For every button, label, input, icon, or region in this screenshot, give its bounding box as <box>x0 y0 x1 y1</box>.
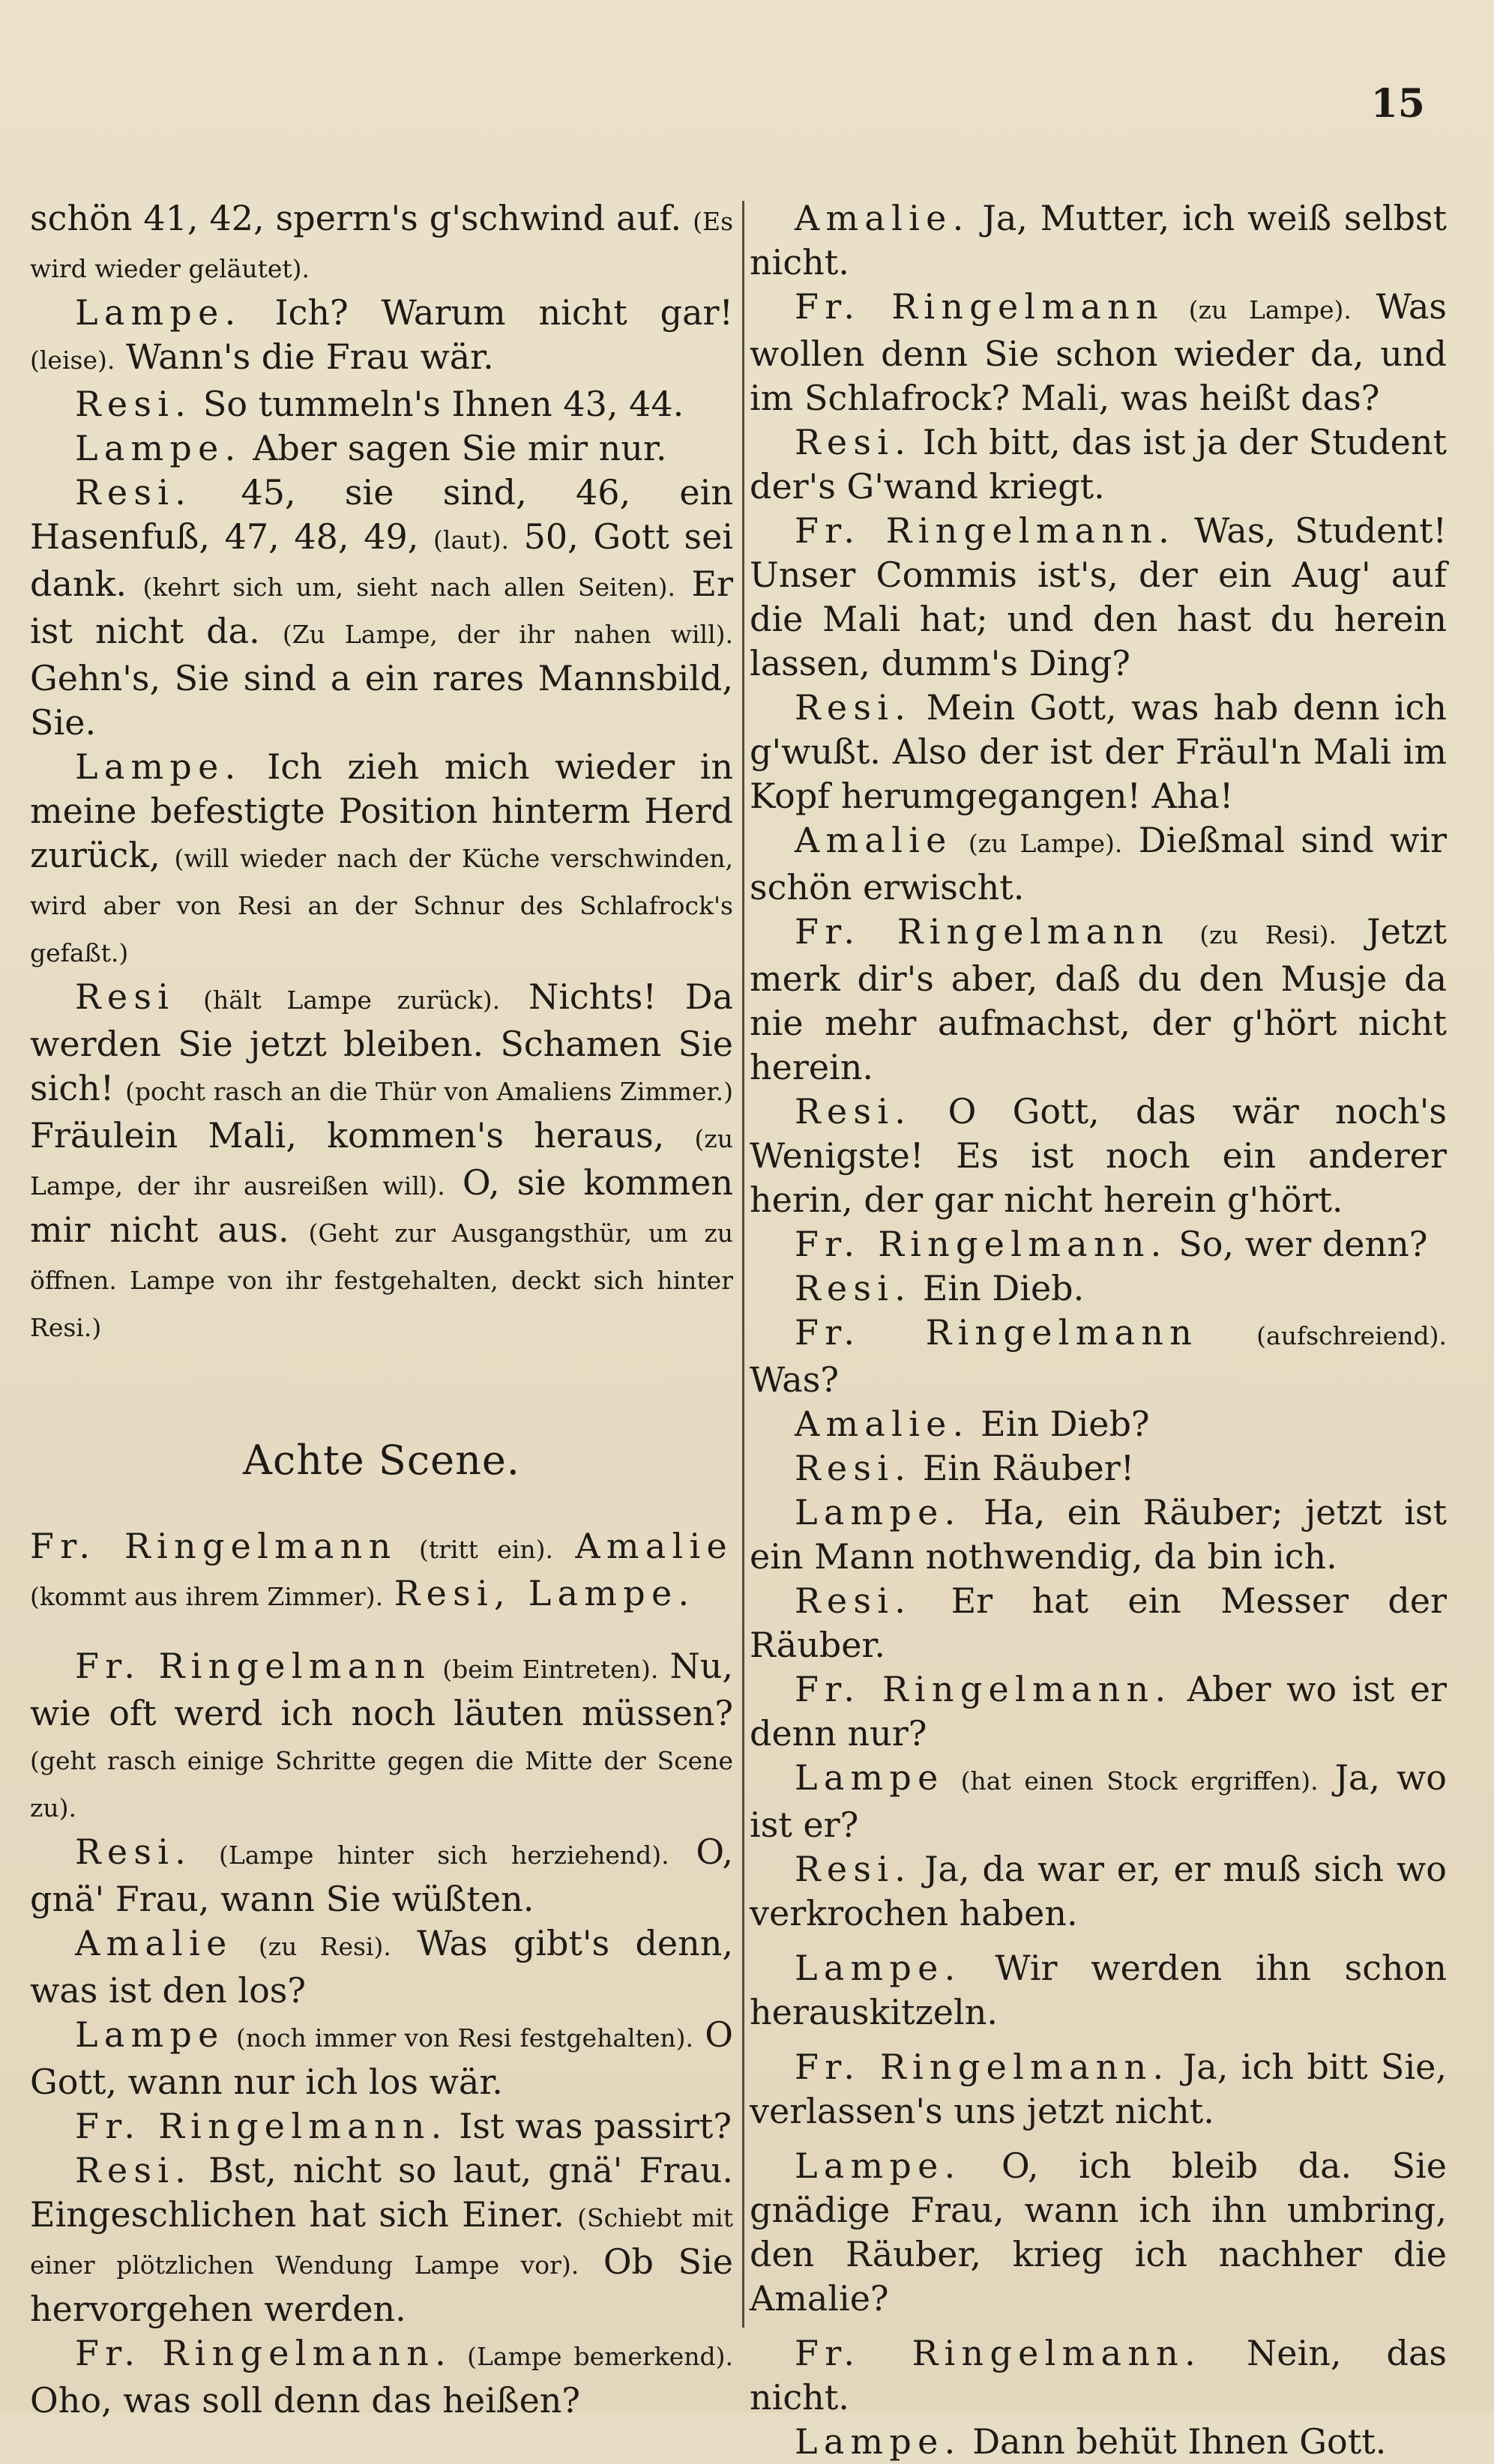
dialogue-text: Ja, ich bitt Sie, verlassen's uns jetzt nicht. <box>750 2047 1447 2131</box>
dialogue-text: Aber wo ist er denn nur? <box>750 1669 1448 1754</box>
dialogue-text: O, sie kommen mir nicht aus. <box>30 1162 733 1250</box>
dialogue-text: Gehn's, Sie sind a ein rares Mannsbild, Sie. <box>30 658 733 743</box>
dialogue-text: Was? <box>750 1359 839 1400</box>
speaker-name: Lampe. <box>795 2146 962 2186</box>
speaker-name: Fr. Ringelmann <box>795 1312 1199 1353</box>
stage-direction: (Es wird wieder geläutet). <box>30 207 734 283</box>
column-divider <box>742 201 744 2328</box>
dialogue-paragraph <box>30 1830 733 1921</box>
stage-direction: (zu Resi). <box>1199 920 1337 949</box>
dialogue-paragraph <box>750 1847 1447 1936</box>
speaker-name: Lampe. <box>75 746 242 787</box>
speaker-name: Fr. Ringelmann. <box>75 2333 453 2373</box>
dialogue-text: Er hat ein Messer der Räuber. <box>750 1580 1448 1665</box>
dialogue-paragraph <box>30 1644 733 1830</box>
speaker-name: Lampe <box>795 1757 945 1798</box>
dialogue-text: Nu, wie oft werd ich noch läuten müssen? <box>30 1646 734 1733</box>
page-number: 15 <box>1370 81 1425 127</box>
dialogue-text: Nichts! Da werden Sie jetzt bleiben. Schamen Sie sich! <box>30 976 733 1108</box>
dialogue-paragraph <box>750 196 1447 285</box>
speaker-name: Amalie <box>795 820 953 860</box>
speaker-name: Resi. <box>795 1849 912 1889</box>
dialogue-paragraph <box>30 426 733 471</box>
dialogue-paragraph <box>750 2331 1447 2420</box>
speaker-name: Fr. Ringelmann <box>795 286 1164 327</box>
dialogue-text: schön 41, 42, sperrn's g'schwind auf. <box>30 198 682 238</box>
scene-heading: Achte Scene. <box>243 1437 520 1484</box>
speaker-name: Amalie <box>75 1923 233 1963</box>
dialogue-text: Ja, wo ist er? <box>750 1757 1448 1845</box>
dialogue-text: Jetzt merk dir's aber, daß du den Musje da nie mehr aufmachst, der g'hört nicht herein. <box>750 911 1448 1087</box>
dialogue-paragraph <box>750 2420 1447 2464</box>
dialogue-paragraph <box>750 1946 1447 2035</box>
dialogue-text: Wann's die Frau wär. <box>125 336 494 377</box>
dialogue-paragraph <box>750 2144 1447 2321</box>
stage-direction: (will wieder nach der Küche verschwinden, wird aber von Resi an der Schnur des Schlafrock's gefaßt.) <box>30 844 733 967</box>
dialogue-text: Oho, was soll denn das heißen? <box>30 2380 581 2421</box>
stage-direction: (aufschreiend). <box>1256 1321 1447 1350</box>
dialogue-paragraph <box>750 686 1447 818</box>
dialogue-text: 50, Gott sei dank. <box>30 516 734 604</box>
speaker-name: Fr. Ringelmann <box>795 911 1170 952</box>
dialogue-text: Ha, ein Räuber; jetzt ist ein Mann nothwendig, da bin ich. <box>750 1492 1447 1577</box>
stage-direction: (zu Lampe). <box>1188 295 1352 324</box>
stage-direction: (noch immer von Resi festgehalten). <box>235 2023 693 2053</box>
speaker-name: Resi. <box>75 2150 193 2190</box>
dialogue-text: Ich zieh mich wieder in meine befestigte Position hinterm Herd zurück, <box>30 746 734 875</box>
dialogue-paragraph <box>750 285 1447 420</box>
stage-direction: (Geht zur Ausgangsthür, um zu öffnen. Lampe von ihr festgehalten, deckt sich hinter Resi.) <box>30 1219 733 1342</box>
speaker-name: Lampe. <box>795 1948 962 1988</box>
dialogue-paragraph <box>750 910 1447 1090</box>
dialogue-text: Nein, das nicht. <box>750 2333 1447 2418</box>
dialogue-text: Dann behüt Ihnen Gott. <box>972 2421 1387 2462</box>
dialogue-text: Wir werden ihn schon herauskitzeln. <box>750 1948 1447 2032</box>
dialogue-paragraph <box>30 382 733 426</box>
dialogue-paragraph <box>30 2331 733 2423</box>
dialogue-paragraph <box>750 509 1447 686</box>
speaker-name: Fr. Ringelmann. <box>795 2333 1202 2373</box>
dialogue-text: Er ist nicht da. <box>30 564 734 651</box>
dialogue-text: Ja, da war er, er muß sich wo verkrochen haben. <box>750 1849 1447 1933</box>
dialogue-text: Aber sagen Sie mir nur. <box>253 428 667 468</box>
speaker-name: Amalie. <box>795 198 970 238</box>
speaker-name: Fr. Ringelmann. <box>795 1669 1172 1709</box>
stage-direction: (leise). <box>30 345 115 375</box>
speaker-name: Fr. Ringelmann <box>75 1646 432 1686</box>
dialogue-text: O Gott, das wär noch's Wenigste! Es ist noch ein anderer herin, der gar nicht herein g'hört. <box>750 1091 1448 1220</box>
stage-direction: (hält Lampe zurück). <box>203 985 501 1015</box>
stage-direction: (pocht rasch an die Thür von Amaliens Zimmer.) <box>125 1077 733 1106</box>
stage-direction: (zu Lampe). <box>968 829 1123 858</box>
dialogue-text: Ist was passirt? <box>459 2106 732 2146</box>
dialogue-text: Was gibt's denn, was ist den los? <box>30 1923 734 2011</box>
speaker-name: Resi. <box>795 1268 912 1308</box>
dialogue-paragraph <box>750 1266 1447 1311</box>
dialogue-paragraph <box>30 1921 733 2013</box>
speaker-name: Fr. Ringelmann. <box>795 510 1176 551</box>
dialogue-text: Ein Räuber! <box>922 1448 1135 1488</box>
stage-direction: (beim Eintreten). <box>442 1655 659 1684</box>
dialogue-paragraph <box>30 2149 733 2331</box>
stage-direction: (zu Resi). <box>258 1932 391 1961</box>
dialogue-paragraph <box>750 1756 1447 1847</box>
speaker-name: Fr. Ringelmann. <box>75 2106 448 2146</box>
speaker-name: Amalie <box>575 1526 734 1566</box>
dialogue-text: Ein Dieb? <box>981 1404 1150 1444</box>
dialogue-paragraph <box>750 1311 1447 1402</box>
speaker-name: Resi. <box>75 384 193 424</box>
dialogue-text: O, gnä' Frau, wann Sie wüßten. <box>30 1832 733 1919</box>
cast-list <box>30 1524 733 1619</box>
dialogue-text: So tummeln's Ihnen 43, 44. <box>202 384 684 424</box>
speaker-name: Fr. Ringelmann <box>30 1526 397 1566</box>
dialogue-paragraph <box>750 1667 1447 1756</box>
speaker-name: Amalie. <box>795 1404 970 1444</box>
dialogue-paragraph <box>750 1446 1447 1491</box>
stage-direction: (Zu Lampe, der ihr nahen will). <box>282 620 733 649</box>
dialogue-text: So, wer denn? <box>1178 1224 1428 1264</box>
dialogue-paragraph <box>750 1491 1447 1579</box>
speaker-name: Resi. <box>75 472 193 513</box>
speaker-name: Resi. <box>795 422 912 462</box>
speaker-name: Resi. <box>795 687 912 728</box>
dialogue-text: Ja, Mutter, ich weiß selbst nicht. <box>750 198 1448 283</box>
dialogue-paragraph <box>750 1222 1447 1266</box>
dialogue-text: O, ich bleib da. Sie gnädige Frau, wann ich ihn umbring, den Räuber, krieg ich nachher die Amalie? <box>750 2146 1447 2319</box>
dialogue-paragraph <box>750 818 1447 910</box>
speaker-name: Resi. <box>795 1091 912 1132</box>
stage-direction: (Lampe bemerkend). <box>467 2342 733 2371</box>
stage-direction: (laut). <box>433 525 509 555</box>
speaker-name: Lampe. <box>795 2421 962 2462</box>
right-column <box>750 196 1447 2464</box>
stage-direction: (kommt aus ihrem Zimmer). <box>30 1582 384 1611</box>
dialogue-text: Ein Dieb. <box>922 1268 1085 1308</box>
dialogue-text: Ob Sie hervorgehen werden. <box>30 2241 734 2329</box>
left-column <box>30 196 733 2423</box>
dialogue-text: Was wollen denn Sie schon wieder da, und im Schlafrock? Mali, was heißt das? <box>750 286 1448 418</box>
dialogue-paragraph <box>30 2013 733 2104</box>
dialogue-paragraph <box>750 2045 1447 2134</box>
speaker-name: Lampe. <box>75 428 242 468</box>
stage-direction: (tritt ein). <box>418 1535 553 1564</box>
dialogue-text: Ich? Warum nicht gar! <box>274 292 734 333</box>
dialogue-paragraph <box>30 471 733 745</box>
dialogue-paragraph <box>750 1402 1447 1446</box>
speaker-name: Fr. Ringelmann. <box>795 2047 1170 2087</box>
dialogue-text: Bst, nicht so laut, gnä' Frau. Eingeschlichen hat sich Einer. <box>30 2150 733 2235</box>
dialogue-paragraph <box>30 291 733 382</box>
dialogue-text: Fräulein Mali, kommen's heraus, <box>30 1115 665 1156</box>
dialogue-text: Dießmal sind wir schön erwischt. <box>750 820 1448 908</box>
stage-direction: (Schiebt mit einer plötzlichen Wendung Lampe vor). <box>30 2203 733 2280</box>
speaker-name: Lampe <box>75 2014 225 2055</box>
dialogue-paragraph <box>30 196 733 291</box>
speaker-name: Resi. <box>795 1580 912 1621</box>
dialogue-text: 45, sie sind, 46, ein Hasenfuß, 47, 48, 49, <box>30 472 733 557</box>
dialogue-paragraph <box>30 2104 733 2149</box>
dialogue-paragraph <box>30 975 733 1350</box>
speaker-name: Fr. Ringelmann. <box>795 1224 1168 1264</box>
stage-direction: (geht rasch einige Schritte gegen die Mitte der Scene zu). <box>30 1746 733 1823</box>
speaker-name: Lampe. <box>795 1492 962 1533</box>
dialogue-text: O Gott, wann nur ich los wär. <box>30 2014 734 2102</box>
speaker-name: Resi. <box>795 1448 912 1488</box>
speaker-name: Resi <box>75 976 175 1017</box>
dialogue-paragraph <box>750 1579 1447 1667</box>
dialogue-paragraph <box>750 1090 1447 1222</box>
speaker-name: Resi. <box>75 1832 193 1872</box>
dialogue-text: Mein Gott, was hab denn ich g'wußt. Also der ist der Fräul'n Mali im Kopf herumgegangen! Aha! <box>750 687 1448 816</box>
stage-direction: (zu Lampe, der ihr ausreißen will). <box>30 1124 733 1201</box>
dialogue-text: Ich bitt, das ist ja der Student der's G'wand kriegt. <box>750 422 1447 507</box>
stage-direction: (hat einen Stock ergriffen). <box>960 1766 1319 1796</box>
dialogue-paragraph <box>750 420 1447 509</box>
stage-direction: (kehrt sich um, sieht nach allen Seiten). <box>142 573 676 602</box>
speaker-name: Resi, Lampe. <box>394 1573 696 1613</box>
speaker-name: Lampe. <box>75 292 242 333</box>
dialogue-text: Was, Student! Unser Commis ist's, der ein Aug' auf die Mali hat; und den hast du herein lassen, dumm's Ding? <box>750 510 1448 683</box>
dialogue-paragraph <box>30 745 733 975</box>
stage-direction: (Lampe hinter sich herziehend). <box>218 1841 669 1870</box>
